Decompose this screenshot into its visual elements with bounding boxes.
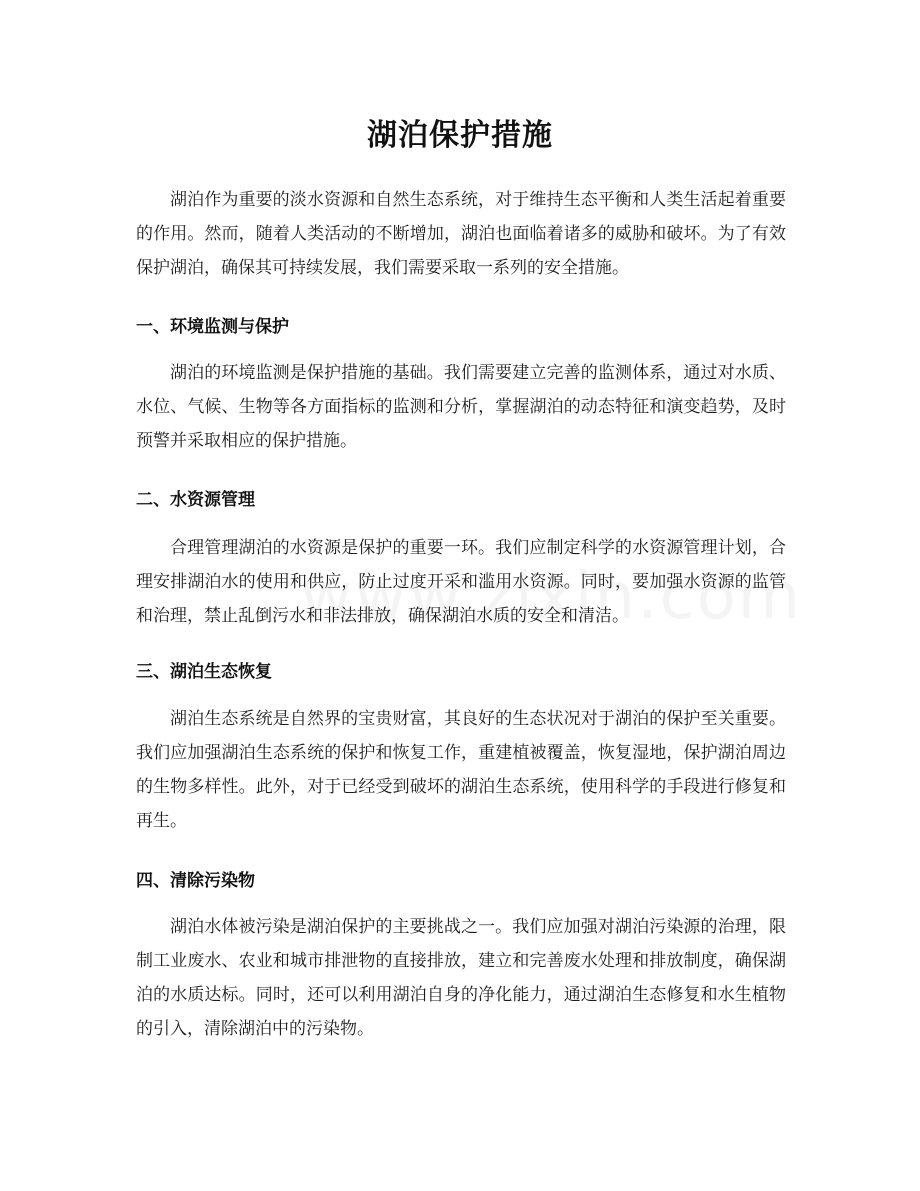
page-title: 湖泊保护措施 [367, 118, 553, 153]
section-body-4: 湖泊水体被污染是湖泊保护的主要挑战之一。我们应加强对湖泊污染源的治理，限制工业废水、农业和城市排泄物的直接排放，建立和完善废水处理和排放制度，确保湖泊的水质达标。同时，还可以利用湖泊自身的净化能力，通过湖泊生态修复和水生植物的引入，清除湖泊中的污染物。 [136, 917, 786, 1039]
intro-paragraph: 湖泊作为重要的淡水资源和自然生态系统，对于维持生态平衡和人类生活起着重要的作用。然而，随着人类活动的不断增加，湖泊也面临着诸多的威胁和破坏。为了有效保护湖泊，确保其可持续发展，我们需要采取一系列的安全措施。 [136, 190, 786, 278]
section-heading-1: 一、环境监测与保护 [136, 317, 289, 337]
section-body-3: 湖泊生态系统是自然界的宝贵财富，其良好的生态状况对于湖泊的保护至关重要。我们应加强湖泊生态系统的保护和恢复工作，重建植被覆盖，恢复湿地，保护湖泊周边的生物多样性。此外，对于已经受到破坏的湖泊生态系统，使用科学的手段进行修复和再生。 [136, 709, 786, 831]
section-heading-2: 二、水资源管理 [136, 490, 255, 510]
section-body-1: 湖泊的环境监测是保护措施的基础。我们需要建立完善的监测体系，通过对水质、水位、气候、生物等各方面指标的监测和分析，掌握湖泊的动态特征和演变趋势，及时预警并采取相应的保护措施。 [136, 363, 786, 451]
section-heading-3: 三、湖泊生态恢复 [136, 662, 272, 682]
section-heading-4: 四、清除污染物 [136, 871, 255, 891]
section-body-2: 合理管理湖泊的水资源是保护的重要一环。我们应制定科学的水资源管理计划，合理安排湖泊水的使用和供应，防止过度开采和滥用水资源。同时，要加强水资源的监管和治理，禁止乱倒污水和非法排放，确保湖泊水质的安全和清洁。 [136, 538, 786, 626]
